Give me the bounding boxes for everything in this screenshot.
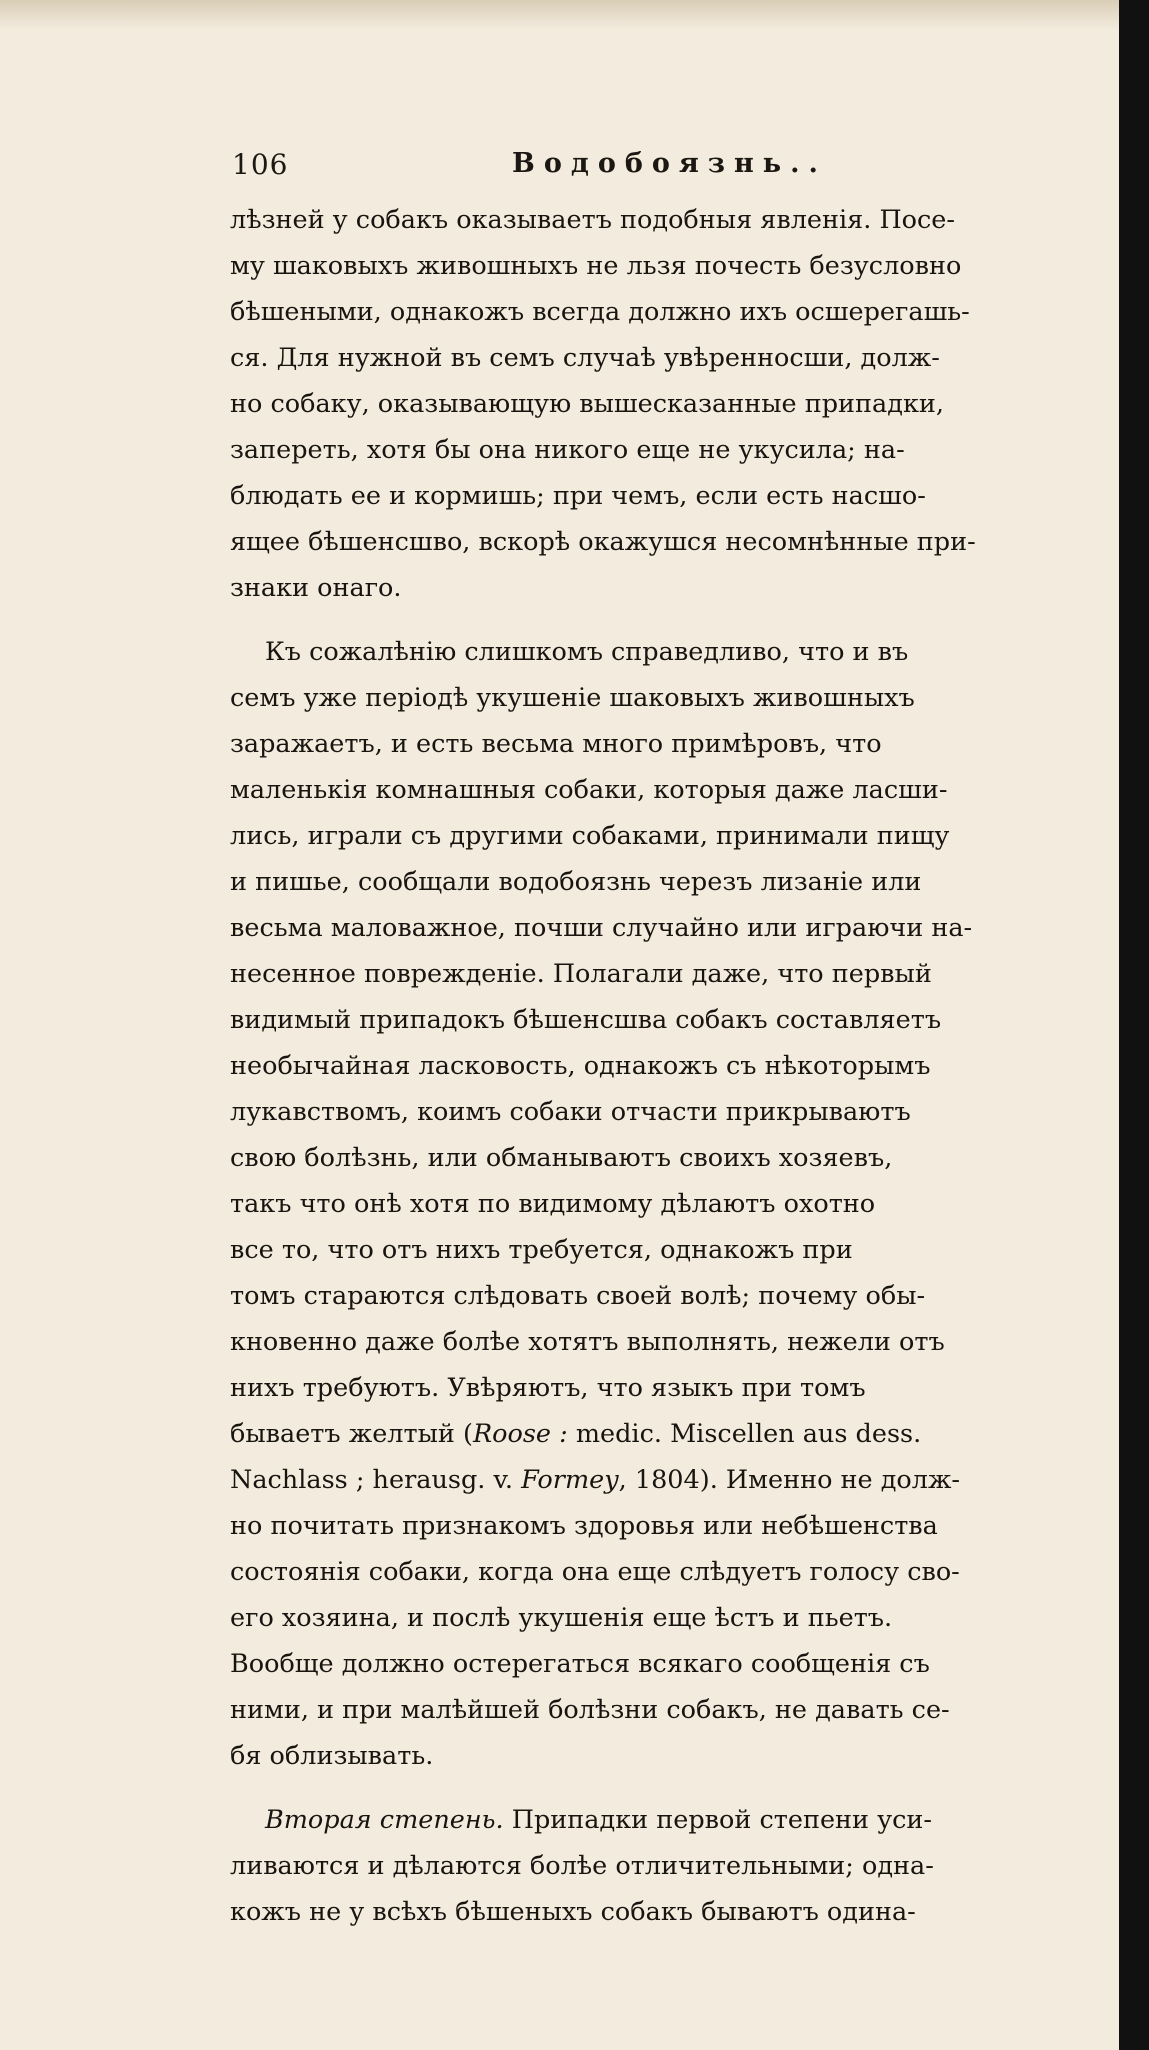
page-text: [230, 197, 1120, 1935]
text-line: необычайная ласковость, однакожъ съ нѣкоторымъ: [230, 1051, 931, 1081]
text-line: му шаковыхъ живошныхъ не льзя почесть безусловно: [230, 251, 962, 281]
text-line: видимый припадокъ бѣшенсшва собакъ составляетъ: [230, 1005, 942, 1035]
book-gutter: [1119, 0, 1149, 2050]
text-line: бя облизывать.: [230, 1741, 434, 1771]
text-line: Къ сожалѣнію слишкомъ справедливо, что и въ: [265, 637, 909, 667]
text-line: блюдать ее и кормишь; при чемъ, если есть насшо-: [230, 481, 926, 511]
text-line: [230, 1797, 1120, 1843]
citation-source: medic. Miscellen aus dess.: [567, 1419, 922, 1449]
text-line: но почитать признакомъ здоровья или небѣшенства: [230, 1511, 938, 1541]
paragraph-gap: [230, 1779, 1120, 1797]
text-line: лѣзней у собакъ оказываетъ подобныя явленія. Посе-: [230, 205, 956, 235]
text-line: лукавствомъ, коимъ собаки отчасти прикрываютъ: [230, 1097, 911, 1127]
page-top-shadow: [0, 0, 1119, 30]
text-line: ся. Для нужной въ семъ случаѣ увѣренносши, долж-: [230, 343, 940, 373]
text-line: томъ стараются слѣдовать своей волѣ; почему обы-: [230, 1281, 926, 1311]
running-title: Водобоязнь..: [512, 148, 827, 179]
text-line: но собаку, оказывающую вышесказанные припадки,: [230, 389, 944, 419]
text-line: знаки онаго.: [230, 573, 402, 603]
citation-line: [230, 1457, 1120, 1503]
text-line: запереть, хотя бы она никого еще не укусила; на-: [230, 435, 905, 465]
citation-text: бываетъ желтый (: [230, 1419, 473, 1449]
text-line: несенное поврежденіе. Полагали даже, что первый: [230, 959, 932, 989]
text-line: ливаются и дѣлаются болѣе отличительными; одна-: [230, 1851, 934, 1881]
text-line: нихъ требуютъ. Увѣряютъ, что языкъ при томъ: [230, 1373, 866, 1403]
citation-author: Formey: [521, 1465, 619, 1495]
citation-author: Roose :: [472, 1419, 568, 1449]
text-line: лись, играли съ другими собаками, принимали пищу: [230, 821, 950, 851]
text-line: Вообще должно остерегаться всякаго сообщенія съ: [230, 1649, 930, 1679]
citation-source: Nachlass ; herausg. v.: [230, 1465, 522, 1495]
text-line: бѣшеными, однакожъ всегда должно ихъ осшерегашь-: [230, 297, 970, 327]
text-line: весьма маловажное, почши случайно или играючи на-: [230, 913, 973, 943]
text-line: ящее бѣшенсшво, вскорѣ окажушся несомнѣнные при-: [230, 527, 976, 557]
text-line: заражаетъ, и есть весьма много примѣровъ, что: [230, 729, 882, 759]
text-line: состоянія собаки, когда она еще слѣдуетъ голосу сво-: [230, 1557, 960, 1587]
text-line: его хозяина, и послѣ укушенія еще ѣстъ и пьетъ.: [230, 1603, 893, 1633]
section-lead: Вторая степень.: [265, 1805, 504, 1835]
text-line: ними, и при малѣйшей болѣзни собакъ, не давать се-: [230, 1695, 950, 1725]
paragraph-gap: [230, 611, 1120, 629]
text-line: маленькія комнашныя собаки, которыя даже ласши-: [230, 775, 948, 805]
page-number: 106: [232, 148, 289, 181]
text-line: такъ что онѣ хотя по видимому дѣлаютъ охотно: [230, 1189, 876, 1219]
text-line: и пишье, сообщали водобоязнь черезъ лизаніе или: [230, 867, 922, 897]
page-header: [232, 148, 1062, 188]
text-line: свою болѣзнь, или обманываютъ своихъ хозяевъ,: [230, 1143, 893, 1173]
text-line: все то, что отъ нихъ требуется, однакожъ при: [230, 1235, 853, 1265]
text-segment: Припадки первой степени уси-: [503, 1805, 933, 1835]
text-line: кновенно даже болѣе хотятъ выполнять, нежели отъ: [230, 1327, 945, 1357]
text-line: семъ уже періодѣ укушеніе шаковыхъ живошныхъ: [230, 683, 915, 713]
citation-line: [230, 1411, 1120, 1457]
citation-text: , 1804). Именно не долж-: [618, 1465, 961, 1495]
text-line: кожъ не у всѣхъ бѣшеныхъ собакъ бываютъ одина-: [230, 1897, 916, 1927]
